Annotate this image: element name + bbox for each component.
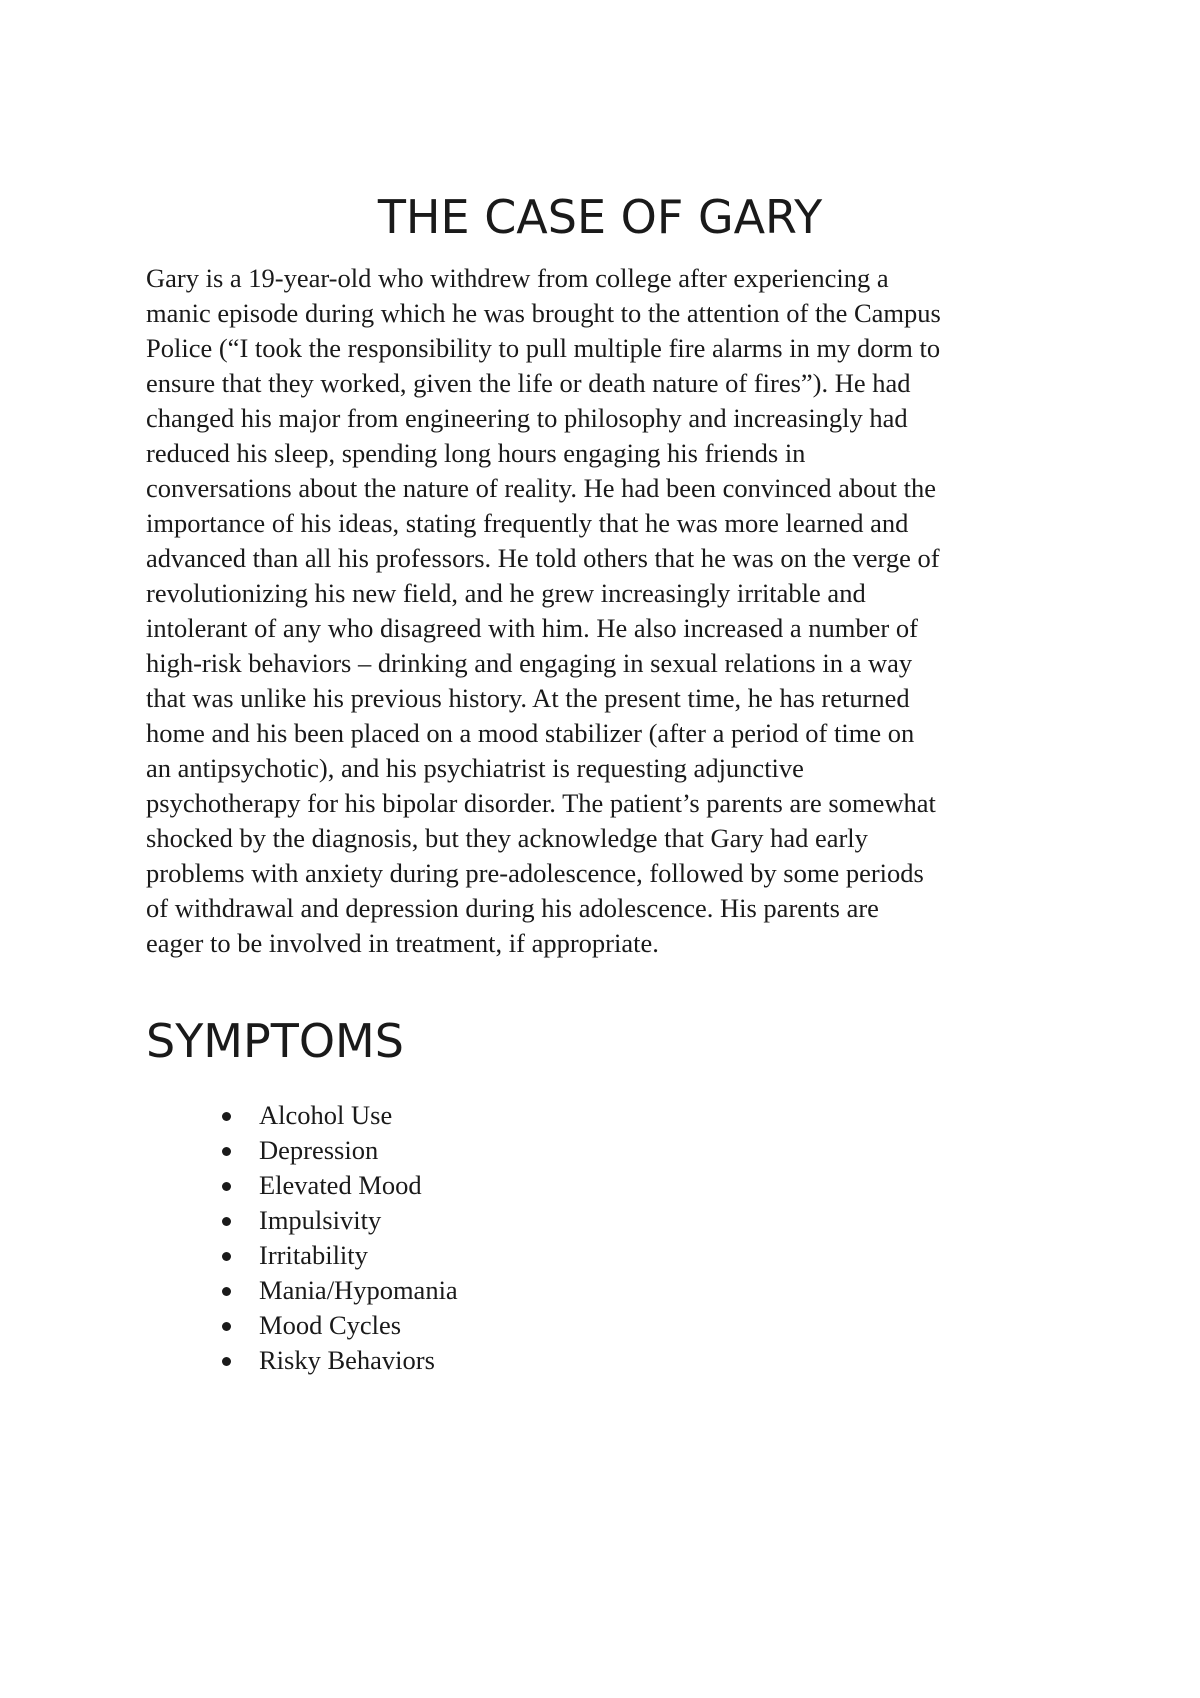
bullet-icon <box>222 1322 231 1331</box>
bullet-icon <box>222 1147 231 1156</box>
bullet-icon <box>222 1252 231 1261</box>
symptom-label: Irritability <box>259 1240 368 1270</box>
symptoms-heading: SYMPTOMS <box>146 1014 404 1068</box>
body-line: that was unlike his previous history. At the present time, he has returned <box>146 683 910 713</box>
body-line: Gary is a 19-year-old who withdrew from college after experiencing a <box>146 263 889 293</box>
symptom-label: Elevated Mood <box>259 1170 422 1200</box>
body-line: shocked by the diagnosis, but they acknowledge that Gary had early <box>146 823 868 853</box>
body-line: changed his major from engineering to philosophy and increasingly had <box>146 403 908 433</box>
body-line: intolerant of any who disagreed with him. He also increased a number of <box>146 613 918 643</box>
symptom-label: Alcohol Use <box>259 1100 393 1130</box>
body-line: manic episode during which he was brought to the attention of the Campus <box>146 298 941 328</box>
body-line: importance of his ideas, stating frequently that he was more learned and <box>146 508 909 538</box>
bullet-icon <box>222 1112 231 1121</box>
body-line: conversations about the nature of reality. He had been convinced about the <box>146 473 937 503</box>
symptom-label: Depression <box>259 1135 379 1165</box>
body-line: advanced than all his professors. He told others that he was on the verge of <box>146 543 940 573</box>
bullet-icon <box>222 1217 231 1226</box>
body-line: revolutionizing his new field, and he grew increasingly irritable and <box>146 578 866 608</box>
symptom-label: Risky Behaviors <box>259 1345 435 1375</box>
body-line: psychotherapy for his bipolar disorder. The patient’s parents are somewhat <box>146 788 936 818</box>
bullet-icon <box>222 1357 231 1366</box>
bullet-icon <box>222 1182 231 1191</box>
body-line: of withdrawal and depression during his adolescence. His parents are <box>146 893 879 923</box>
case-description <box>146 261 1086 961</box>
body-line: high-risk behaviors – drinking and engaging in sexual relations in a way <box>146 648 913 678</box>
bullet-icon <box>222 1287 231 1296</box>
body-line: an antipsychotic), and his psychiatrist is requesting adjunctive <box>146 753 804 783</box>
document-title: THE CASE OF GARY <box>377 190 823 244</box>
body-line: Police (“I took the responsibility to pull multiple fire alarms in my dorm to <box>146 333 941 363</box>
body-line: problems with anxiety during pre-adolescence, followed by some periods <box>146 858 924 888</box>
symptom-label: Mania/Hypomania <box>259 1275 458 1305</box>
symptom-label: Mood Cycles <box>259 1310 402 1340</box>
body-line: home and his been placed on a mood stabilizer (after a period of time on <box>146 718 915 748</box>
body-line: reduced his sleep, spending long hours engaging his friends in <box>146 438 806 468</box>
body-line: eager to be involved in treatment, if appropriate. <box>146 928 659 958</box>
symptom-label: Impulsivity <box>259 1205 382 1235</box>
body-line: ensure that they worked, given the life or death nature of fires”). He had <box>146 368 911 398</box>
